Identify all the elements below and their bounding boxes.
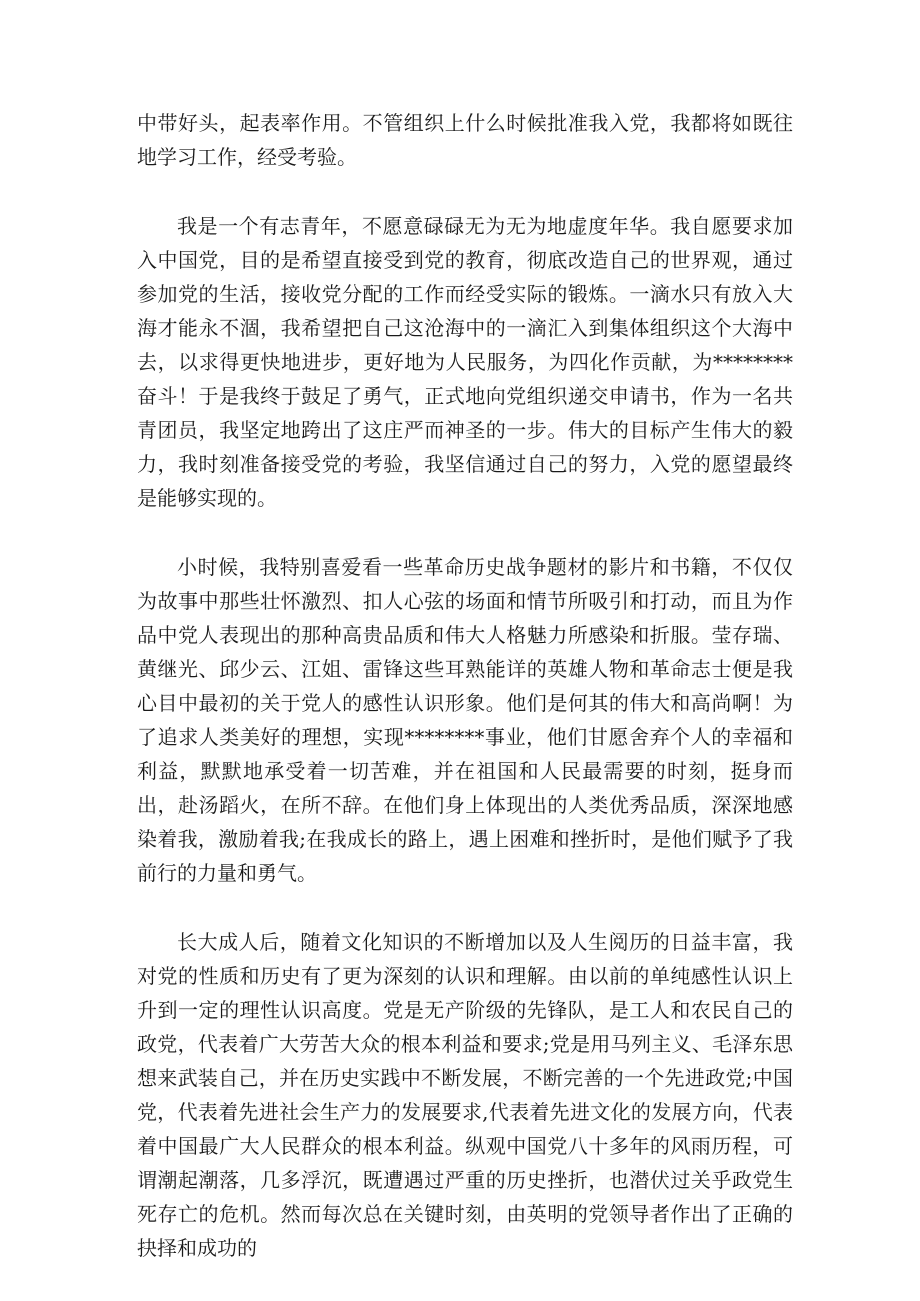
- paragraph-1: 中带好头，起表率作用。不管组织上什么时候批准我入党，我都将如既往地学习工作，经受考验。: [137, 111, 793, 169]
- paragraph-3: 小时候，我特别喜爱看一些革命历史战争题材的影片和书籍，不仅仅为故事中那些壮怀激烈、扣人心弦的场面和情节所吸引和打动，而且为作品中党人表现出的那种高贵品质和伟大人格魅力所感染和折服。莹存瑞、黄继光、邱少云、江姐、雷锋这些耳熟能详的英雄人物和革命志士便是我心目中最初的关于党人的感性认识形象。他们是何其的伟大和高尚啊！为了追求人类美好的理想，实现********事业，他们甘愿舍弃个人的幸福和利益，默默地承受着一切苦难，并在祖国和人民最需要的时刻，挺身而出，赴汤蹈火，在所不辞。在他们身上体现出的人类优秀品质，深深地感染着我，激励着我;在我成长的路上，遇上困难和挫折时，是他们赋予了我前行的力量和勇气。: [137, 555, 793, 885]
- paragraph-2: 我是一个有志青年，不愿意碌碌无为无为地虚度年华。我自愿要求加入中国党，目的是希望直接受到党的教育，彻底改造自己的世界观，通过参加党的生活，接收党分配的工作而经受实际的锻炼。一滴水只有放入大海才能永不涸，我希望把自己这沧海中的一滴汇入到集体组织这个大海中去，以求得更快地进步，更好地为人民服务，为四化作贡献，为********奋斗！于是我终于鼓足了勇气，正式地向党组织递交申请书，作为一名共青团员，我坚定地跨出了这庄严而神圣的一步。伟大的目标产生伟大的毅力，我时刻准备接受党的考验，我坚信通过自己的努力，入党的愿望最终是能够实现的。: [137, 214, 793, 510]
- document-body: [137, 106, 793, 1300]
- paragraph-4: 长大成人后，随着文化知识的不断增加以及人生阅历的日益丰富，我对党的性质和历史有了更为深刻的认识和理解。由以前的单纯感性认识上升到一定的理性认识高度。党是无产阶级的先锋队，是工人和农民自己的政党，代表着广大劳苦大众的根本利益和要求;党是用马列主义、毛泽东思想来武装自己，并在历史实践中不断发展，不断完善的一个先进政党;中国党，代表着先进社会生产力的发展要求,代表着先进文化的发展方向，代表着中国最广大人民群众的根本利益。纵观中国党八十多年的风雨历程，可谓潮起潮落，几多浮沉，既遭遇过严重的历史挫折，也潜伏过关乎政党生死存亡的危机。然而每次总在关键时刻，由英明的党领导者作出了正确的抉择和成功的: [137, 930, 793, 1260]
